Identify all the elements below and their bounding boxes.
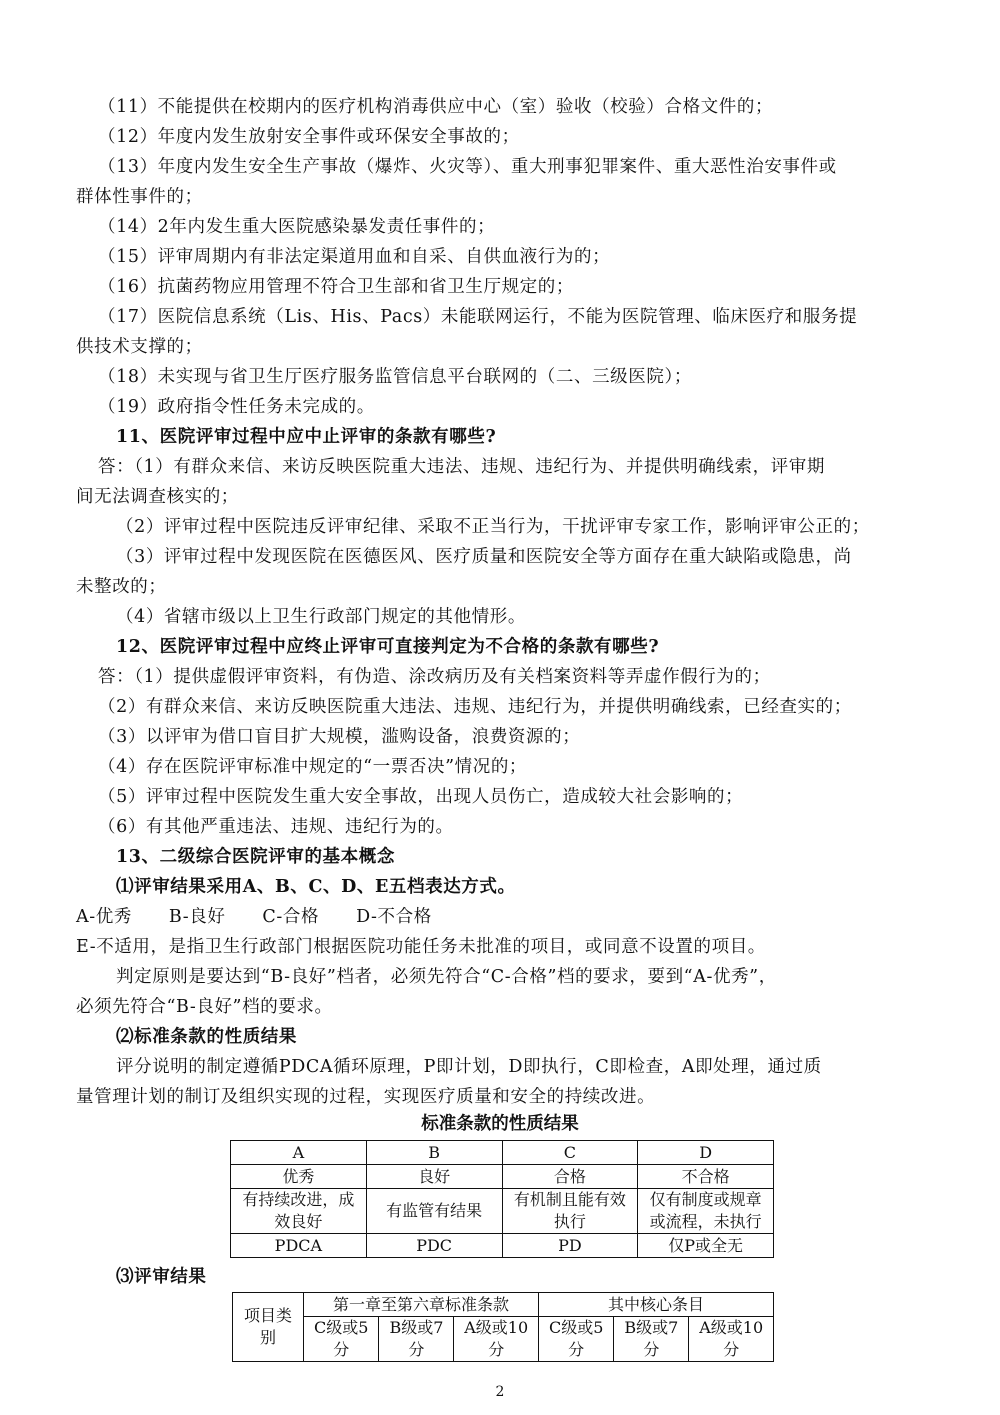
table-cell: 优秀 [231,1165,367,1189]
table-cell: PDCA [231,1234,367,1258]
table-cell: B级或7分 [614,1317,689,1362]
section-heading: 12、医院评审过程中应终止评审可直接判定为不合格的条款有哪些? [116,637,660,657]
section-heading: 11、医院评审过程中应中止评审的条款有哪些? [116,427,497,447]
table-cell: D [638,1141,774,1165]
text-line: 必须先符合“B-良好”档的要求。 [76,997,333,1017]
text-line: （18）未实现与省卫生厅医疗服务监管信息平台联网的（二、三级医院）； [98,367,692,387]
text-line: （5）评审过程中医院发生重大安全事故，出现人员伤亡，造成较大社会影响的； [98,787,744,807]
table-cell: A [231,1141,367,1165]
text-line: 评分说明的制定遵循PDCA循环原理，P即计划，D即执行，C即检查，A即处理，通过质 [116,1057,822,1077]
text-line: （4）省辖市级以上卫生行政部门规定的其他情形。 [116,607,526,627]
text-line: （16）抗菌药物应用管理不符合卫生部和省卫生厅规定的； [98,277,574,297]
section-heading: 13、二级综合医院评审的基本概念 [116,847,395,867]
text-line: （13）年度内发生安全生产事故（爆炸、火灾等）、重大刑事犯罪案件、重大恶性治安事件或 [98,157,837,177]
text-line: 群体性事件的； [76,187,203,207]
text-line: 量管理计划的制订及组织实现的过程，实现医疗质量和安全的持续改进。 [76,1087,656,1107]
text-line: （14）2年内发生重大医院感染暴发责任事件的； [98,217,496,237]
table-cell: PD [502,1234,638,1258]
table-cell: C [502,1141,638,1165]
text-line: （2）评审过程中医院违反评审纪律、采取不正当行为，干扰评审专家工作，影响评审公正的； [116,517,870,537]
table-cell: 良好 [366,1165,502,1189]
table-cell: 有持续改进，成效良好 [231,1189,367,1234]
table-cell: 仅P或全无 [638,1234,774,1258]
text-line: （2）有群众来信、来访反映医院重大违法、违规、违纪行为，并提供明确线索，已经查实的； [98,697,852,717]
text-line: 答：（1）有群众来信、来访反映医院重大违法、违规、违纪行为、并提供明确线索，评审期 [98,457,825,477]
text-line: A-优秀 B-良好 C-合格 D-不合格 [76,907,432,927]
text-line: 间无法调查核实的； [76,487,239,507]
text-line: （3）以评审为借口盲目扩大规模，滥购设备，浪费资源的； [98,727,581,747]
text-line: 未整改的； [76,577,167,597]
table-cell: C级或5分 [538,1317,613,1362]
text-line: E-不适用，是指卫生行政部门根据医院功能任务未批准的项目，或同意不设置的项目。 [76,937,766,957]
table-title: 标准条款的性质结果 [421,1114,579,1134]
table-cell: PDC [366,1234,502,1258]
text-line: （19）政府指令性任务未完成的。 [98,397,375,417]
table-cell: A级或10分 [454,1317,539,1362]
table-cell: B级或7分 [379,1317,454,1362]
table-cell: A级或10分 [689,1317,774,1362]
subsection-heading: ⑴评审结果采用A、B、C、D、E五档表达方式。 [116,877,516,897]
quality-result-table [230,1140,774,1258]
table-cell: B [366,1141,502,1165]
subsection-heading: ⑶评审结果 [116,1267,207,1287]
subsection-heading: ⑵标准条款的性质结果 [116,1027,297,1047]
page-number: 2 [495,1384,505,1400]
review-result-table [232,1292,774,1362]
text-line: 判定原则是要达到“B-良好”档者，必须先符合“C-合格”档的要求，要到“A-优秀”， [116,967,777,987]
table-cell: 有监管有结果 [366,1189,502,1234]
text-line: （6）有其他严重违法、违规、违纪行为的。 [98,817,454,837]
table-rowhead: 项目类别 [233,1293,304,1362]
table-cell: 合格 [502,1165,638,1189]
text-line: （17）医院信息系统（Lis、His、Pacs）未能联网运行，不能为医院管理、临床医疗和服务提 [98,307,858,327]
table-cell: C级或5分 [304,1317,379,1362]
text-line: 答：（1）提供虚假评审资料，有伪造、涂改病历及有关档案资料等弄虚作假行为的； [98,667,771,687]
table-cell: 有机制且能有效执行 [502,1189,638,1234]
text-line: （15）评审周期内有非法定渠道用血和自采、自供血液行为的； [98,247,611,267]
text-line: （11）不能提供在校期内的医疗机构消毒供应中心（室）验收（校验）合格文件的； [98,97,774,117]
table-group-header: 其中核心条目 [538,1293,773,1317]
text-line: （4）存在医院评审标准中规定的“一票否决”情况的； [98,757,528,777]
text-line: （3）评审过程中发现医院在医德医风、医疗质量和医院安全等方面存在重大缺陷或隐患，尚 [116,547,852,567]
table-group-header: 第一章至第六章标准条款 [304,1293,539,1317]
text-line: 供技术支撑的； [76,337,203,357]
table-cell: 仅有制度或规章或流程，未执行 [638,1189,774,1234]
table-cell: 不合格 [638,1165,774,1189]
text-line: （12）年度内发生放射安全事件或环保安全事故的； [98,127,520,147]
